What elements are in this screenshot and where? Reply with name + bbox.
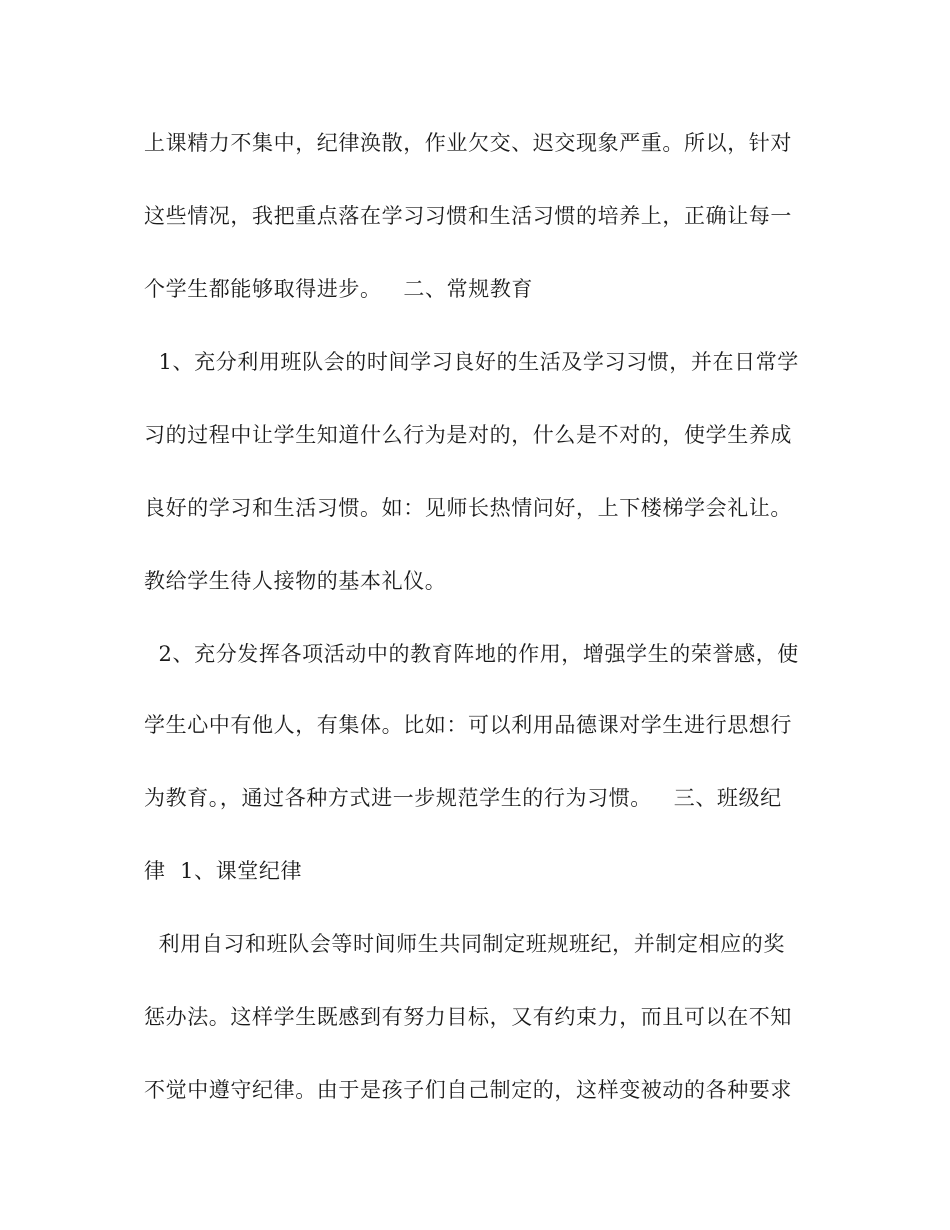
text-line: 律 1、课堂纪律 [144, 859, 303, 883]
text-line: 为教育。，通过各种方式进一步规范学生的行为习惯。 三、班级纪 [144, 786, 782, 810]
text-line: 2、充分发挥各项活动中的教育阵地的作用，增强学生的荣誉感，使 [144, 642, 799, 666]
text-line: 1、充分利用班队会的时间学习良好的生活及学习习惯，并在日常学 [144, 350, 799, 374]
text-line: 利用自习和班队会等时间师生共同制定班规班纪，并制定相应的奖 [144, 932, 785, 956]
text-line: 习的过程中让学生知道什么行为是对的，什么是不对的，使学生养成 [144, 423, 792, 447]
text-line: 学生心中有他人，有集体。比如：可以利用品德课对学生进行思想行 [144, 713, 792, 737]
text-line: 教给学生待人接物的基本礼仪。 [144, 569, 447, 593]
text-line: 不觉中遵守纪律。由于是孩子们自己制定的，这样变被动的各种要求 [144, 1078, 792, 1102]
text-line: 上课精力不集中，纪律涣散，作业欠交、迟交现象严重。所以，针对 [144, 131, 792, 155]
text-line: 惩办法。这样学生既感到有努力目标，又有约束力，而且可以在不知 [144, 1005, 792, 1029]
text-line: 个学生都能够取得进步。 二、常规教育 [144, 277, 534, 301]
text-line: 良好的学习和生活习惯。如：见师长热情问好，上下楼梯学会礼让。 [144, 496, 792, 520]
text-line: 这些情况，我把重点落在学习习惯和生活习惯的培养上，正确让每一 [144, 204, 792, 228]
